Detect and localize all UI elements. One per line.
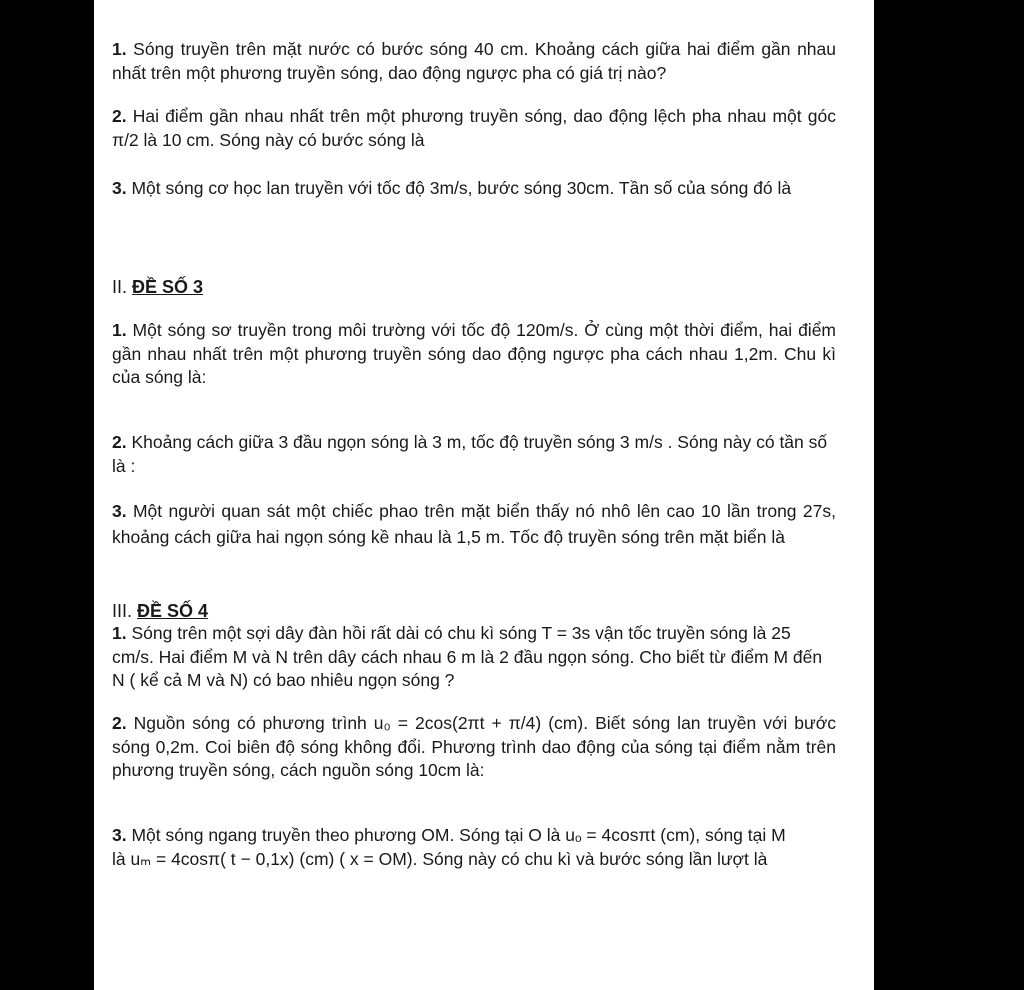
question-text: Sóng trên một sợi dây đàn hồi rất dài có chu kì sóng T = 3s vận tốc truyền sóng là 25 cm/s. Hai điểm M và N trên dây cách nhau 6 m là 2 đầu ngọn sóng. Cho biết từ điểm M đến N ( kể cả M và N) có bao nhiêu ngọn sóng ? — [112, 623, 823, 690]
section-title: ĐỀ SỐ 3 — [132, 277, 204, 297]
question-number: 3. — [112, 178, 127, 198]
question-number: 3. — [112, 501, 127, 521]
section-roman: II. — [112, 277, 128, 297]
question-text: Khoảng cách giữa 3 đầu ngọn sóng là 3 m, tốc độ truyền sóng 3 m/s . Sóng này có tần số là : — [112, 432, 828, 476]
question-text: Một sóng sơ truyền trong môi trường với tốc độ 120m/s. Ở cùng một thời điểm, hai điểm gần nhau nhất trên một phương truyền sóng dao động ngược pha cách nhau 1,2m. Chu kì của sóng là: — [112, 320, 836, 387]
question-number: 1. — [112, 320, 127, 340]
document-page — [94, 0, 874, 990]
question-2 — [112, 431, 836, 478]
question-line-1 — [112, 824, 836, 848]
question-number: 2. — [112, 713, 127, 733]
question-2 — [112, 712, 836, 783]
question-text: Một sóng ngang truyền theo phương OM. Sóng tại O là uₒ = 4cosπt (cm), sóng tại M — [131, 825, 786, 845]
question-text: Hai điểm gần nhau nhất trên một phương truyền sóng, dao động lệch pha nhau một góc π/2 là 10 cm. Sóng này có bước sóng là — [112, 106, 836, 150]
question-1 — [112, 38, 836, 85]
question-3 — [112, 824, 836, 871]
question-3 — [112, 498, 836, 550]
question-text: Một người quan sát một chiếc phao trên mặt biển thấy nó nhô lên cao 10 lần trong 27s, khoảng cách giữa hai ngọn sóng kề nhau là 1,5 m. Tốc độ truyền sóng trên mặt biển là — [112, 501, 836, 547]
question-number: 3. — [112, 825, 127, 845]
section-roman: III. — [112, 601, 133, 621]
question-text: Sóng truyền trên mặt nước có bước sóng 40 cm. Khoảng cách giữa hai điểm gần nhau nhất trên một phương truyền sóng, dao động ngược pha có giá trị nào? — [112, 39, 837, 83]
question-number: 1. — [112, 623, 127, 643]
question-2 — [112, 105, 836, 152]
question-number: 2. — [112, 106, 127, 126]
question-number: 2. — [112, 432, 127, 452]
question-3 — [112, 177, 836, 201]
question-number: 1. — [112, 39, 127, 59]
question-1 — [112, 622, 836, 693]
section-title: ĐỀ SỐ 4 — [137, 601, 209, 621]
question-text: Một sóng cơ học lan truyền với tốc độ 3m/s, bước sóng 30cm. Tần số của sóng đó là — [131, 178, 792, 198]
question-line-2: là uₘ = 4cosπ( t − 0,1x) (cm) ( x = OM). Sóng này có chu kì và bước sóng lần lượt là — [112, 848, 768, 869]
question-text: Nguồn sóng có phương trình u₀ = 2cos(2πt + π/4) (cm). Biết sóng lan truyền với bước sóng 0,2m. Coi biên độ sóng không đổi. Phương trình dao động của sóng tại điểm nằm trên phương truyền sóng, cách nguồn sóng 10cm là: — [112, 713, 836, 780]
section-heading-3 — [112, 599, 208, 623]
section-heading-2 — [112, 275, 203, 299]
question-1 — [112, 319, 836, 390]
